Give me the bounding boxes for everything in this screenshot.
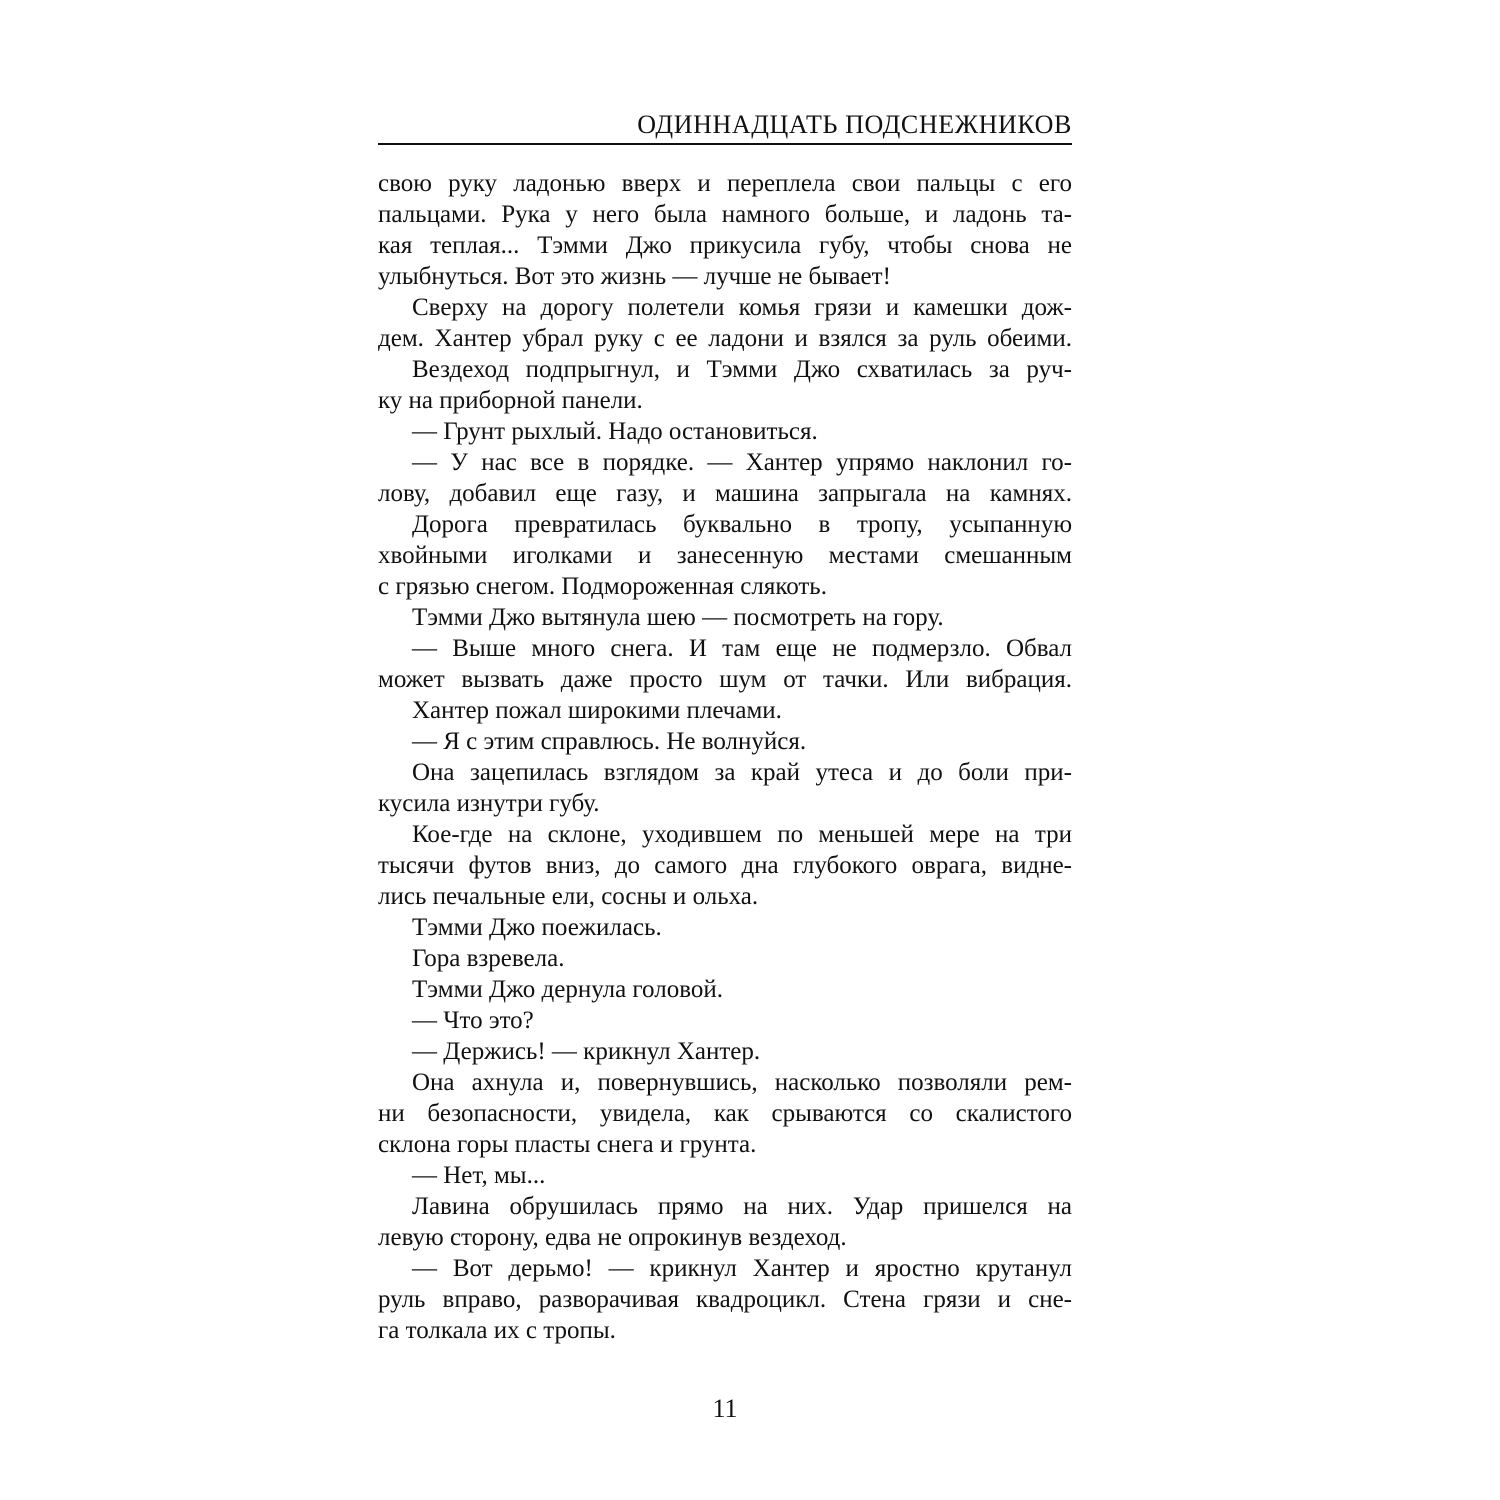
text-line: с грязью снегом. Подмороженная слякоть.	[378, 573, 827, 600]
text-line: Дорога превратилась буквально в тропу, усыпанную	[412, 511, 1072, 538]
text-line: — Грунт рыхлый. Надо остановиться.	[412, 418, 818, 445]
text-line: — Вот дерьмо! — крикнул Хантер и яростно крутанул	[412, 1255, 1072, 1282]
text-line: пальцами. Рука у него была намного больше, и ладонь та-	[378, 201, 1072, 228]
text-line: Тэмми Джо поежилась.	[412, 914, 662, 941]
text-line: Кое-где на склоне, уходившем по меньшей мере на три	[412, 821, 1072, 848]
text-line: Сверху на дорогу полетели комья грязи и камешки дож-	[412, 294, 1072, 321]
text-line: кусила изнутри губу.	[378, 790, 600, 817]
text-line: склона горы пласты снега и грунта.	[378, 1131, 757, 1158]
text-line: руль вправо, разворачивая квадроцикл. Стена грязи и сне-	[378, 1286, 1072, 1313]
text-line: Тэмми Джо дернула головой.	[412, 976, 723, 1003]
text-line: ку на приборной панели.	[378, 387, 643, 414]
text-line: Тэмми Джо вытянула шею — посмотреть на гору.	[412, 604, 944, 631]
text-line: свою руку ладонью вверх и переплела свои пальцы с его	[378, 170, 1072, 197]
body-text	[378, 168, 1072, 1346]
text-line: — Держись! — крикнул Хантер.	[412, 1038, 761, 1065]
text-line: — Выше много снега. И там еще не подмерзло. Обвал	[412, 635, 1072, 662]
text-line: дем. Хантер убрал руку с ее ладони и взялся за руль обеими.	[378, 325, 1072, 352]
text-line: Гора взревела.	[412, 945, 565, 972]
text-line: Вездеход подпрыгнул, и Тэмми Джо схватилась за руч-	[412, 356, 1072, 383]
running-head: ОДИННАДЦАТЬ ПОДСНЕЖНИКОВ	[637, 110, 1072, 139]
text-line: Хантер пожал широкими плечами.	[412, 697, 782, 724]
text-line: — Нет, мы...	[412, 1162, 546, 1189]
text-line: лову, добавил еще газу, и машина запрыгала на камнях.	[378, 480, 1072, 507]
text-line: может вызвать даже просто шум от тачки. Или вибрация.	[378, 666, 1072, 693]
text-line: лись печальные ели, сосны и ольха.	[378, 883, 759, 910]
text-line: — Что это?	[412, 1007, 534, 1034]
text-line: Лавина обрушилась прямо на них. Удар пришелся на	[412, 1193, 1072, 1220]
text-line: кая теплая... Тэмми Джо прикусила губу, чтобы снова не	[378, 232, 1072, 259]
text-line: — У нас все в порядке. — Хантер упрямо наклонил го-	[412, 449, 1072, 476]
text-line: — Я с этим справлюсь. Не волнуйся.	[412, 728, 807, 755]
page-number: 11	[712, 1394, 738, 1423]
text-line: Она зацепилась взглядом за край утеса и до боли при-	[412, 759, 1072, 786]
text-line: левую сторону, едва не опрокинув вездеход.	[378, 1224, 847, 1251]
header-rule	[378, 143, 1072, 145]
text-line: Она ахнула и, повернувшись, насколько позволяли рем-	[412, 1069, 1072, 1096]
text-line: тысячи футов вниз, до самого дна глубокого оврага, видне-	[378, 852, 1072, 879]
text-line: хвойными иголками и занесенную местами смешанным	[378, 542, 1072, 569]
text-line: га толкала их с тропы.	[378, 1317, 616, 1344]
text-line: ни безопасности, увидела, как срываются со скалистого	[378, 1100, 1072, 1127]
text-line: улыбнуться. Вот это жизнь — лучше не бывает!	[378, 263, 891, 290]
